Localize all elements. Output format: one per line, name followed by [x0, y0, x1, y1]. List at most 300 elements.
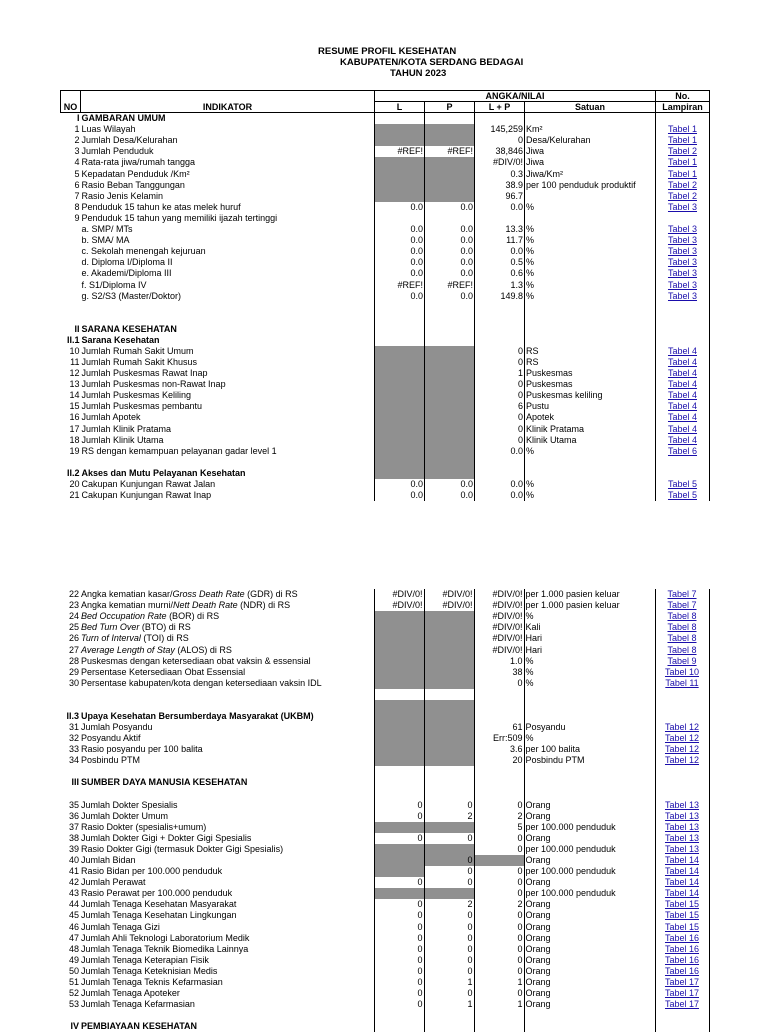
value-l: 0.0: [375, 224, 425, 235]
lampiran-link[interactable]: Tabel 1: [667, 124, 698, 135]
lampiran-link[interactable]: Tabel 13: [664, 810, 700, 821]
lampiran-link[interactable]: Tabel 15: [664, 910, 700, 921]
row-indikator: [81, 180, 375, 191]
value-satuan: [524, 700, 655, 711]
value-lp: 0: [474, 910, 524, 921]
value-lp: 0.0: [475, 246, 525, 257]
value-l: 0: [374, 799, 424, 810]
table-row: [61, 135, 710, 146]
indikator-text: Jumlah Tenaga Keterapian Fisik: [81, 954, 209, 965]
lampiran-link[interactable]: Tabel 2: [667, 190, 698, 201]
value-p: 2: [424, 899, 474, 910]
indikator-text: Jumlah Puskesmas Keliling: [81, 390, 192, 401]
value-lp: 0: [475, 390, 525, 401]
row-indikator: [80, 833, 374, 844]
header-lp: L + P: [475, 102, 525, 113]
row-number: III: [71, 777, 79, 788]
section-row: [60, 711, 709, 722]
lampiran-cell: [656, 302, 710, 313]
indikator-italic-text: Gross Death Rate: [172, 589, 245, 600]
indikator-text: SARANA KESEHATAN: [81, 323, 177, 334]
section-row: [60, 777, 709, 788]
table-row: [60, 955, 709, 966]
row-number: 49: [68, 954, 79, 965]
lampiran-cell: [655, 667, 709, 678]
value-p: [425, 191, 475, 202]
indikator-text: Jumlah Posyandu: [81, 722, 153, 733]
row-indikator: [80, 722, 374, 733]
value-satuan: %: [526, 201, 535, 212]
value-p: [425, 457, 475, 468]
lampiran-link[interactable]: Tabel 15: [664, 921, 700, 932]
lampiran-link[interactable]: Tabel 17: [664, 977, 700, 987]
value-p: [424, 644, 474, 655]
lampiran-cell: [655, 921, 709, 932]
value-l: [375, 346, 425, 357]
value-satuan: Orang: [525, 965, 551, 976]
lampiran-link[interactable]: Tabel 15: [664, 899, 700, 910]
table-row: [61, 180, 710, 191]
indikator-text: a. SMP/ MTs: [81, 224, 133, 235]
value-p: [425, 135, 475, 146]
row-indikator: [81, 224, 375, 235]
lampiran-cell: [655, 711, 709, 722]
lampiran-cell: [656, 268, 710, 279]
lampiran-link[interactable]: Tabel 6: [667, 445, 698, 456]
lampiran-link[interactable]: Tabel 1: [667, 157, 698, 168]
value-lp: 0: [475, 135, 525, 146]
indikator-text: Jumlah Apotek: [81, 412, 141, 423]
value-satuan: [525, 113, 656, 125]
lampiran-cell: [655, 933, 709, 944]
value-l: [374, 755, 424, 766]
row-indikator: [80, 711, 374, 722]
lampiran-link[interactable]: Tabel 7: [667, 600, 697, 611]
value-p: [425, 435, 475, 446]
lampiran-link[interactable]: Tabel 11: [665, 677, 699, 688]
table-row: [61, 224, 710, 235]
row-number: [61, 257, 81, 268]
header-indikator: INDIKATOR: [81, 91, 375, 113]
lampiran-link[interactable]: Tabel 8: [667, 633, 697, 644]
row-indikator: [81, 357, 375, 368]
value-lp: #DIV/0!: [474, 633, 524, 644]
row-number: [61, 302, 81, 313]
table-row: [60, 866, 709, 877]
lampiran-link[interactable]: Tabel 12: [664, 733, 700, 744]
value-l: [374, 656, 424, 667]
table-row: [61, 246, 710, 257]
value-p: [424, 667, 474, 678]
value-p: [424, 733, 474, 744]
lampiran-link[interactable]: Tabel 1: [667, 168, 698, 179]
lampiran-cell: [656, 435, 710, 446]
value-lp: [475, 324, 525, 335]
row-indikator: [80, 910, 374, 921]
value-p: [425, 346, 475, 357]
value-l: 0: [374, 966, 424, 977]
lampiran-link[interactable]: Tabel 4: [667, 379, 698, 390]
indikator-text: Rasio Jenis Kelamin: [81, 190, 164, 201]
lampiran-cell: [655, 866, 709, 877]
lampiran-link[interactable]: Tabel 4: [667, 345, 698, 356]
table-row: [61, 401, 710, 412]
row-number: 46: [68, 921, 79, 932]
value-p: [424, 755, 474, 766]
value-satuan: Kali: [525, 622, 541, 633]
row-indikator: [81, 124, 375, 135]
value-satuan: Hari: [525, 644, 543, 655]
row-number: 20: [69, 478, 80, 489]
value-l: [375, 335, 425, 346]
row-number: II.2: [66, 467, 80, 478]
row-number: 39: [68, 843, 79, 854]
lampiran-cell: [655, 633, 709, 644]
value-satuan: Orang: [525, 877, 551, 888]
lampiran-link[interactable]: Tabel 4: [667, 434, 698, 445]
row-indikator: [80, 799, 374, 810]
value-lp: [474, 766, 524, 777]
value-p: 0.0: [425, 235, 475, 246]
value-satuan: Hari: [525, 633, 543, 644]
section-row: [61, 468, 710, 479]
lampiran-link[interactable]: Tabel 4: [667, 401, 698, 412]
lampiran-link[interactable]: Tabel 13: [664, 832, 700, 843]
value-satuan: [525, 457, 656, 468]
value-l: 0: [374, 877, 424, 888]
table-row: [60, 888, 709, 899]
lampiran-link[interactable]: Tabel 14: [664, 854, 700, 865]
lampiran-cell: [656, 135, 710, 146]
value-l: 0: [374, 933, 424, 944]
row-indikator: [81, 113, 375, 125]
row-indikator: [81, 379, 375, 390]
value-l: [375, 357, 425, 368]
row-indikator: [80, 899, 374, 910]
value-lp: 5: [474, 822, 524, 833]
row-number: 1: [74, 124, 80, 135]
lampiran-link[interactable]: Tabel 8: [667, 611, 697, 622]
row-indikator: [81, 191, 375, 202]
row-number: 11: [70, 356, 80, 367]
value-lp: 3.6: [474, 744, 524, 755]
indikator-text: Rasio Dokter (spesialis+umum): [81, 821, 207, 832]
row-indikator: [81, 235, 375, 246]
value-p: 0: [424, 799, 474, 810]
blank-row: [60, 700, 709, 711]
table-row: [61, 257, 710, 268]
row-number: 41: [68, 866, 79, 877]
table-row: [61, 191, 710, 202]
lampiran-link[interactable]: Tabel 3: [667, 268, 698, 279]
row-number: 16: [69, 412, 80, 423]
lampiran-link[interactable]: Tabel 4: [667, 423, 698, 434]
row-indikator: [80, 755, 374, 766]
row-indikator: [80, 600, 374, 611]
row-indikator: [81, 346, 375, 357]
indikator-text: Jumlah Rumah Sakit Khusus: [81, 356, 198, 367]
header-lampiran-no: No.: [656, 91, 710, 102]
value-p: 0.0: [425, 490, 475, 501]
lampiran-link[interactable]: Tabel 14: [664, 877, 700, 888]
value-l: [374, 888, 424, 899]
value-l: 0: [374, 944, 424, 955]
row-number: [61, 313, 81, 324]
value-satuan: Pustu: [526, 401, 550, 412]
value-l: [375, 113, 425, 125]
value-l: 0.0: [375, 291, 425, 302]
row-number: [61, 235, 81, 246]
indikator-text: Rasio Beban Tanggungan: [81, 179, 185, 190]
value-satuan: Orang: [525, 810, 551, 821]
lampiran-link[interactable]: Tabel 4: [667, 412, 698, 423]
lampiran-link[interactable]: Tabel 3: [667, 279, 698, 290]
indikator-text: SUMBER DAYA MANUSIA KESEHATAN: [81, 777, 248, 788]
lampiran-cell: [655, 844, 709, 855]
table-row: [61, 479, 710, 490]
indikator-text: Jumlah Tenaga Keteknisian Medis: [81, 965, 218, 976]
value-lp: 0: [474, 833, 524, 844]
value-p: #REF!: [425, 279, 475, 290]
row-indikator: [81, 246, 375, 257]
row-indikator: [80, 777, 374, 788]
value-lp: #DIV/0!: [474, 622, 524, 633]
value-lp: 0: [475, 346, 525, 357]
value-l: [374, 633, 424, 644]
value-lp: [474, 788, 524, 799]
lampiran-link[interactable]: Tabel 3: [667, 246, 698, 257]
row-number: 10: [69, 345, 80, 356]
table-row: [61, 446, 710, 457]
value-lp: #DIV/0!: [475, 157, 525, 168]
value-satuan: [525, 191, 656, 202]
value-lp: 38.9: [475, 180, 525, 191]
value-l: [374, 822, 424, 833]
lampiran-link[interactable]: Tabel 4: [667, 368, 698, 379]
lampiran-link[interactable]: Tabel 16: [664, 954, 700, 965]
value-lp: [475, 335, 525, 346]
row-indikator: [80, 744, 374, 755]
row-number: 24: [68, 611, 79, 622]
lampiran-cell: [656, 180, 710, 191]
value-satuan: %: [526, 279, 535, 290]
value-lp: 38,846: [475, 146, 525, 157]
lampiran-cell: [655, 589, 709, 600]
lampiran-cell: [656, 368, 710, 379]
row-number: [60, 766, 80, 777]
value-l: 0: [374, 955, 424, 966]
table-row: [60, 966, 709, 977]
lampiran-link[interactable]: Tabel 12: [664, 744, 700, 755]
value-lp: [475, 213, 525, 224]
value-lp: [475, 468, 525, 479]
row-indikator: [81, 146, 375, 157]
lampiran-cell: [656, 412, 710, 423]
row-indikator: [81, 135, 375, 146]
value-satuan: [525, 335, 656, 346]
lampiran-cell: [655, 689, 709, 700]
indikator-text: Jumlah Tenaga Kesehatan Lingkungan: [81, 910, 237, 921]
value-l: #REF!: [375, 279, 425, 290]
table-row: [61, 268, 710, 279]
table-row: [60, 921, 709, 932]
table-row: [60, 988, 709, 999]
table-row: [61, 490, 710, 501]
lampiran-cell: [655, 744, 709, 755]
lampiran-link[interactable]: Tabel 13: [664, 821, 700, 832]
lampiran-link[interactable]: Tabel 3: [667, 290, 698, 301]
indikator-italic-text: Nett Death Rate: [173, 600, 238, 611]
row-number: 47: [68, 932, 79, 943]
value-p: [425, 357, 475, 368]
blank-row: [60, 1010, 709, 1021]
value-lp: [475, 302, 525, 313]
lampiran-link[interactable]: Tabel 1: [667, 135, 698, 146]
lampiran-cell: [656, 490, 710, 501]
value-p: [425, 324, 475, 335]
value-satuan: per 1.000 pasien keluar: [525, 600, 620, 611]
lampiran-cell: [656, 213, 710, 224]
lampiran-link[interactable]: Tabel 14: [664, 866, 700, 877]
lampiran-link[interactable]: Tabel 14: [664, 888, 700, 899]
value-l: [374, 766, 424, 777]
indikator-text: Jumlah Puskesmas pembantu: [81, 401, 203, 412]
value-p: [425, 335, 475, 346]
value-satuan: Desa/Kelurahan: [526, 135, 591, 146]
row-indikator: [80, 788, 374, 799]
lampiran-link[interactable]: Tabel 8: [667, 644, 697, 655]
value-l: [375, 412, 425, 423]
row-number: 27: [68, 644, 79, 655]
row-indikator: [80, 766, 374, 777]
indikator-text: Puskesmas dengan ketersediaan obat vaksin & essensial: [81, 655, 311, 666]
value-satuan: %: [526, 268, 535, 279]
value-l: [374, 788, 424, 799]
indikator-text: Jumlah Tenaga Teknik Biomedika Lainnya: [81, 943, 249, 954]
value-satuan: per 100.000 penduduk: [525, 888, 616, 899]
lampiran-cell: [656, 457, 710, 468]
lampiran-link[interactable]: Tabel 16: [664, 932, 700, 943]
table-row: [60, 877, 709, 888]
lampiran-link[interactable]: Tabel 9: [667, 655, 697, 666]
value-l: [375, 390, 425, 401]
value-lp: 13.3: [475, 224, 525, 235]
value-l: 0.0: [375, 257, 425, 268]
row-number: 30: [68, 677, 79, 688]
lampiran-link[interactable]: Tabel 5: [667, 490, 698, 500]
lampiran-cell: [656, 246, 710, 257]
row-indikator: [80, 822, 374, 833]
blank-row: [60, 689, 709, 700]
value-l: [375, 213, 425, 224]
lampiran-link[interactable]: Tabel 2: [667, 146, 698, 157]
lampiran-link[interactable]: Tabel 4: [667, 356, 698, 367]
lampiran-link[interactable]: Tabel 3: [667, 257, 698, 268]
lampiran-link[interactable]: Tabel 12: [664, 755, 700, 766]
lampiran-link[interactable]: Tabel 17: [664, 988, 700, 999]
value-satuan: Orang: [525, 988, 551, 999]
lampiran-link[interactable]: Tabel 4: [667, 390, 698, 401]
value-p: 0: [424, 910, 474, 921]
indikator-text: Jumlah Tenaga Apoteker: [81, 988, 180, 999]
value-p: [425, 468, 475, 479]
value-p: 0.0: [425, 479, 475, 490]
value-p: [424, 777, 474, 788]
lampiran-link[interactable]: Tabel 3: [667, 235, 698, 246]
blank-row: [60, 766, 709, 777]
value-l: [374, 722, 424, 733]
lampiran-link[interactable]: Tabel 13: [664, 843, 700, 854]
table-row: [61, 423, 710, 434]
value-lp: 1: [474, 999, 524, 1010]
lampiran-link[interactable]: Tabel 8: [667, 622, 697, 633]
value-lp: 0: [475, 412, 525, 423]
lampiran-link[interactable]: Tabel 16: [664, 943, 700, 954]
value-lp: 0: [474, 877, 524, 888]
lampiran-link[interactable]: Tabel 5: [667, 478, 698, 489]
indikator-suffix-text: (NDR) di RS: [237, 600, 291, 611]
lampiran-link[interactable]: Tabel 12: [664, 722, 700, 733]
indikator-text: Jumlah Desa/Kelurahan: [81, 135, 178, 146]
value-l: [374, 1010, 424, 1021]
lampiran-cell: [656, 346, 710, 357]
lampiran-link[interactable]: Tabel 3: [667, 224, 698, 235]
value-l: [375, 135, 425, 146]
value-satuan: Posyandu: [525, 722, 566, 733]
lampiran-link[interactable]: Tabel 10: [664, 666, 700, 677]
lampiran-cell: [656, 202, 710, 213]
lampiran-cell: [655, 888, 709, 899]
value-satuan: [524, 766, 655, 777]
table-row: [60, 755, 709, 766]
lampiran-cell: [655, 1021, 709, 1032]
indikator-text: Penduduk 15 tahun yang memiliki ijazah tertinggi: [81, 212, 278, 223]
lampiran-link[interactable]: Tabel 13: [664, 799, 700, 810]
value-p: 0: [424, 833, 474, 844]
value-satuan: Orang: [525, 832, 551, 843]
row-indikator: [81, 302, 375, 313]
table-row: [61, 368, 710, 379]
header-angka-nilai: ANGKA/NILAI: [375, 91, 656, 102]
value-p: [424, 1010, 474, 1021]
value-satuan: Orang: [525, 943, 551, 954]
lampiran-link[interactable]: Tabel 2: [667, 179, 698, 190]
value-lp: Err:509: [474, 733, 524, 744]
indikator-text: c. Sekolah menengah kejuruan: [81, 246, 206, 257]
lampiran-link[interactable]: Tabel 17: [664, 999, 700, 1010]
value-p: [425, 446, 475, 457]
indikator-text: Jumlah Tenaga Gizi: [81, 921, 160, 932]
value-satuan: Klinik Utama: [526, 434, 577, 445]
row-indikator: [80, 633, 374, 644]
table-row: [60, 678, 709, 689]
row-number: 7: [74, 190, 80, 201]
value-l: 0.0: [375, 490, 425, 501]
lampiran-link[interactable]: Tabel 16: [664, 965, 700, 976]
table-row: [61, 291, 710, 302]
value-lp: 0.0: [475, 490, 525, 501]
value-lp: 0: [475, 435, 525, 446]
value-p: [424, 844, 474, 855]
table-row: [60, 833, 709, 844]
value-l: 0.0: [375, 202, 425, 213]
lampiran-link[interactable]: Tabel 3: [667, 201, 698, 212]
value-l: [374, 622, 424, 633]
value-satuan: %: [526, 224, 535, 235]
lampiran-link[interactable]: Tabel 7: [667, 589, 697, 600]
lampiran-cell: [655, 777, 709, 788]
value-p: 0: [424, 921, 474, 932]
